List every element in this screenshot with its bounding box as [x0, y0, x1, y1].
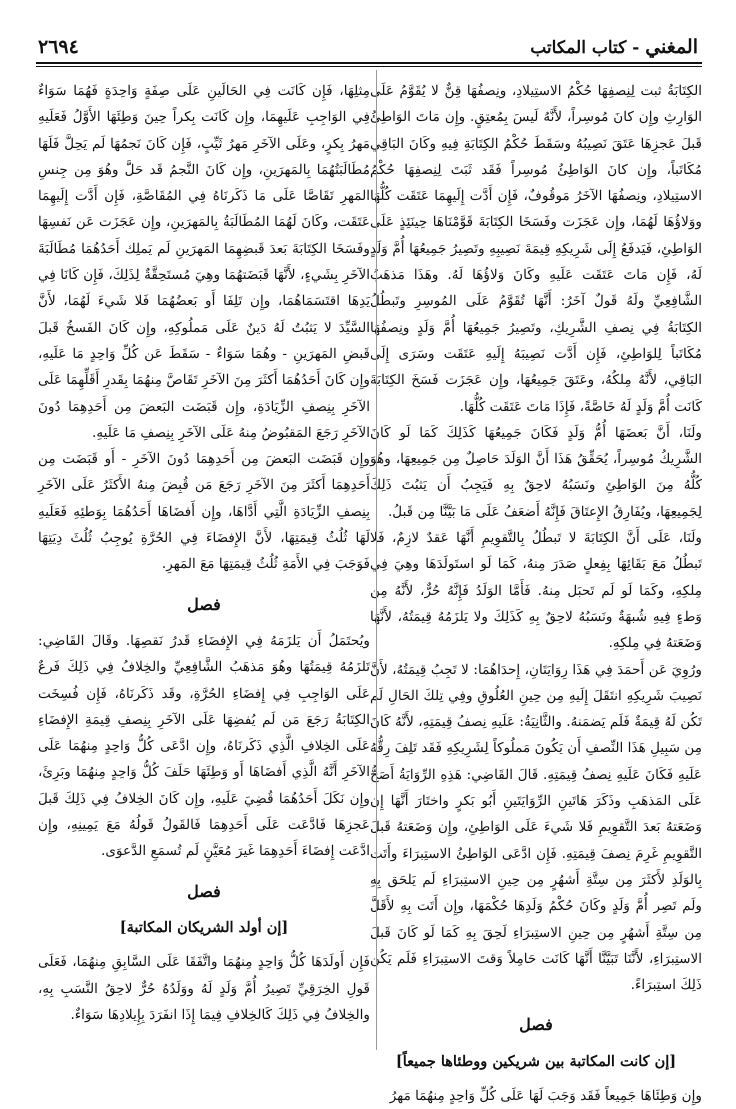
paragraph: ولَنَا، عَلَى أَنَّ الكِتَابَةَ لا تَبطُلُ بِالتَّقوِيمِ أَنَّهَا عَقدٌ لازِمٌ، فَلا تَبطُلُ مَعَ بَقَائِهَا بِفِعلٍ صَدَرَ مِنهُ، كَمَا لَو استَولَدَهَا وهِيَ فِي مِلكِهِ، وكَمَا لَو لَم تَحبَل مِنهُ. فَأَمَّا الوَلَدُ فَإِنَّهُ حُرٌّ، لأَنَّهُ مِن وَطءٍ فِيهِ شُبهَةٌ ونَسَبُهُ لاحِقٌ بِهِ كَذَلِكَ ولا يَلزَمُهُ قِيمَتُهُ، لأَنَّهَا وَضَعَتهُ فِي مِلكِهِ.	[370, 530, 702, 652]
header-rule	[36, 62, 702, 64]
section-title	[370, 1012, 702, 1038]
paragraph: ويُحتَمَلُ أَن يَلزَمَهُ فِي الإِفضَاءِ قَدرُ نَقصِهَا. وقَالَ القَاضِي: تَلزَمُهُ قِيمَتُهَا وهُوَ مَذهَبُ الشَّافِعِيِّ والخِلافُ فِي ذَلِكَ فَرعٌ عَلَى الوَاجِبِ فِي إِفضَاءِ الحُرَّةِ، وقَد ذَكَرنَاهُ، فَإِن فُسِخَت الكِتَابَةُ رَجَعَ مَن لَم يُفضِهَا عَلَى الآخَرِ بِنِصفِ قِيمَةِ الإِفضَاءِ عَلَى الخِلافِ الَّذِي ذَكَرنَاهُ، وإِن ادَّعَى كُلُّ وَاحِدٍ مِنهُمَا عَلَى الآخَرِ أَنَّهُ الَّذِي أَفضَاهَا أَو وَطِئَهَا حَلَفَ كُلُّ وَاحِدٍ مِنهُمَا وبَرِئَ، وإِن نَكَلَ أَحَدُهُمَا قُضِيَ عَلَيهِ، وإِن كَانَ الخِلافُ فِي ذَلِكَ قَبلَ عَجزِهَا فَادَّعَت عَلَى أَحَدِهِمَا فَالقَولُ قَولُهُ مَعَ يَمِينِهِ، وإِن ادَّعَت إِفضَاءَ أَحَدِهِمَا غَيرَ مُعَيَّنٍ لَم تُسمَعِ الدَّعوَى.	[38, 632, 370, 860]
paragraph: وإِن قَبَضَت البَعضَ مِن أَحَدِهِمَا دُونَ الآخَرِ - أَو قَبَضَت مِن أَحَدِهِمَا أَكثَرَ مِنَ الآخَرِ رَجَعَ مَن قُبِضَ مِنهُ الأَكثَرُ عَلَى الآخَرِ بِنِصفِ الزِّيَادَةِ الَّتِي أَدَّاهَا، وإِن أَفضَاهَا أَحَدُهُمَا بِوَطئِهِ فَعَلَيهِ لَهَا ثُلُثُ قِيمَتِهَا، لأَنَّ الإِفضَاءَ فِي الحُرَّةِ يُوجِبُ ثُلُثَ دِيَتِهَا فَوَجَبَ فِي الأَمَةِ ثُلُثُ قِيمَتِهَا مَعَ المَهرِ.	[38, 451, 370, 573]
fasl-label: فصل	[519, 1015, 553, 1035]
header-rule-thin	[36, 66, 702, 67]
chapter-title: كتاب المكاتب	[530, 38, 627, 58]
running-title	[530, 36, 698, 58]
fasl-label: فصل	[187, 881, 221, 901]
paragraph: وإِن وَطِئَاهَا جَمِيعاً فَقَد وَجَبَ لَهَا عَلَى كُلِّ وَاحِدٍ مِنهُمَا مَهرُ	[389, 1087, 702, 1104]
section-heading: [إن كانت المكاتبة بين شريكين ووطئاها جميعاً]	[395, 1052, 677, 1070]
title-separator: -	[626, 38, 646, 58]
section-heading: [إن أولد الشريكان المكاتبة]	[119, 918, 289, 936]
fasl-label: فصل	[187, 594, 221, 614]
page-header	[38, 30, 698, 64]
page-number: ٢٦٩٤	[38, 36, 79, 58]
section-title	[38, 592, 370, 618]
book-title: المغني	[645, 36, 698, 58]
paragraph: مِثلِهَا، فَإِن كَانَت فِي الحَالَينِ عَلَى صِفَةٍ وَاحِدَةٍ فَهُمَا سَوَاءٌ فِي الوَاجِبِ عَلَيهِمَا، وإِن كَانَت بِكراً حِينَ وَطِئَهَا الأَوَّلُ فَعَلَيهِ مَهرُ بِكرٍ، وعَلَى الآخَرِ مَهرُ ثَيِّبٍ، فَإِن كَانَ نَجمُهَا لَم يَحِلَّ فَلَهَا مُطَالَبَتُهُمَا بِالمَهرَينِ، وإِن كَانَ النَّجمُ قَد حَلَّ وهُوَ مِن جِنسِ المَهرِ تَقَاصَّا عَلَى مَا ذَكَرنَاهُ فِي المُقَاصَّةِ، فَإِن أَدَّت إِلَيهِمَا عَتَقَت، وكَانَ لَهُمَا المُطَالَبَةُ بِالمَهرَينِ، وإِن عَجَزَت عَن نَفسِهَا وفَسَخَا الكِتَابَةَ بَعدَ قَبضِهِمَا المَهرَينِ لَم يَملِك أَحَدُهُمَا مُطَالَبَةَ الآخَرِ بِشَيءٍ، لأَنَّهَا قَبَضَتهُمَا وهِيَ مُستَحِقَّةٌ لِذَلِكَ، فَإِن كَانَا فِي يَدِهَا اقتَسَمَاهُمَا، وإِن تَلِفَا أَو بَعضُهُمَا فَلا شَيءَ لَهُمَا، لأَنَّ السَّيِّدَ لا يَثبُتُ لَهُ دَينٌ عَلَى مَملُوكِهِ، وإِن كَانَ الفَسخُ قَبلَ قَبضِ المَهرَينِ - وهُمَا سَوَاءٌ - سَقَطَ عَن كُلِّ وَاحِدٍ مَا عَلَيهِ، وإِن كَانَ أَحَدُهُمَا أَكثَرَ مِنَ الآخَرِ تَقَاصَّ مِنهُمَا بِقَدرِ أَقَلِّهِمَا عَلَى الآخَرِ بِنِصفِ الزِّيَادَةِ، وإِن قَبَضَت البَعضَ مِن أَحَدِهِمَا دُونَ الآخَرِ رَجَعَ المَقبُوضُ مِنهُ عَلَى الآخَرِ بِنِصفِ مَا عَلَيهِ.	[38, 83, 370, 441]
right-column	[370, 78, 702, 1109]
paragraph: فَإِن أَولَدَهَا كُلُّ وَاحِدٍ مِنهُمَا واتَّفَقَا عَلَى السَّابِقِ مِنهُمَا، فَعَلَى قَولِ الخِرَقِيِّ تَصِيرُ أُمَّ وَلَدٍ لَهُ ووَلَدُهُ حُرٌّ لاحِقُ النَّسَبِ بِهِ، والخِلافُ فِي ذَلِكَ كَالخِلافِ فِيمَا إِذَا انفَرَدَ بِإِيلادِهَا سَوَاءٌ.	[38, 954, 370, 1023]
column-divider	[376, 70, 377, 1050]
paragraph: ولَنَا، أَنَّ بَعضَهَا أُمُّ وَلَدٍ فَكَانَ جَمِيعُهَا كَذَلِكَ كَمَا لَو كَانَ الشَّرِيكُ مُوسِراً، يُحَقِّقُ هَذَا أَنَّ الوَلَدَ حَاصِلٌ مِن جَمِيعِهَا، وهُوَ كُلُّهُ مِنَ الوَاطِئِ ونَسَبُهُ لاحِقٌ بِهِ فَيَجِبُ أَن يَثبُتَ ذَلِكَ لِجَمِيعِهَا، ويُفَارِقُ الإِعتَاقَ فَإِنَّهُ أَضعَفُ عَلَى مَا بَيَّنَّا مِن قَبلُ.	[370, 424, 702, 520]
paragraph: الكِتَابَةُ ثبت لِنِصفِهَا حُكْمُ الاستِيلادِ، ونِصفُهَا قِنٌّ لا يُقَوَّمُ عَلَى الوَارِثِ وإِن كانَ مُوسِراً، لأَنَّهُ لَيسَ بِمُعتِقٍ. وإِن مَاتَ الوَاطِئُ قَبلَ عَجزِهَا عَتَقَ نَصِيبُهُ وسَقَطَ حُكْمُ الكِتَابَةِ فِيهِ وكَانَ البَاقِي مُكَاتَباً، وإِن كانَ الوَاطِئُ مُوسِراً فَقَد ثَبَتَ لِنِصفِهَا حُكْمُ الاستِيلادِ، ونِصفُهَا الآخَرُ مَوقُوفٌ، فَإِن أَدَّت إِلَيهِمَا عَتَقَت كُلُّهَا ووَلاؤُهَا لَهُمَا، وإِن عَجَزَت وفَسَخَا الكِتَابَةَ قَوَّمْنَاهَا حِينَئِذٍ عَلَى الوَاطِئِ، فَيَدفَعُ إِلَى شَرِيكِهِ قِيمَةَ نَصِيبِهِ وتَصِيرُ جَمِيعُهَا أُمَّ وَلَدٍ لَهُ، فَإِن مَاتَ عَتَقَت عَلَيهِ وكَانَ وَلاؤُهَا لَهُ. وهَذَا مَذهَبُ الشَّافِعِيِّ ولَهُ قَولٌ آخَرُ: أَنَّهَا تُقَوَّمُ عَلَى المُوسِرِ وتَبطُلُ الكِتَابَةُ فِي نِصفِ الشَّرِيكِ، وتَصِيرُ جَمِيعُهَا أُمَّ وَلَدٍ ونِصفُهَا مُكَاتَباً لِلوَاطِئِ، فَإِن أَدَّت نَصِيبَهُ إِلَيهِ عَتَقَت وسَرَى إِلَى البَاقِي، لأَنَّهُ مِلكُهُ، وعَتَقَ جَمِيعُهَا، وإِن عَجَزَت فَسَخَ الكِتَابَةَ كَانَت أُمَّ وَلَدٍ لَهُ خَاصَّةً، فَإِذَا مَاتَ عَتَقَت كُلُّهَا.	[370, 83, 702, 415]
section-title	[38, 879, 370, 905]
paragraph: ورُوِيَ عَن أَحمَدَ فِي هَذَا رِوَايَتَانِ، إِحدَاهُمَا: لا تَجِبُ قِيمَتُهُ، لأَنَّ نَصِيبَ شَرِيكِهِ انتَقَلَ إِلَيهِ مِن حِينِ العُلُوقِ وفِي تِلكَ الحَالِ لَم تَكُن لَهُ قِيمَةٌ فَلَم يَضمَنهُ. والثَّانِيَةُ: عَلَيهِ نِصفُ قِيمَتِهِ، لأَنَّهُ كَانَ مِن سَبِيلِ هَذَا النِّصفِ أَن يَكُونَ مَملُوكاً لِشَرِيكِهِ فَقَد تَلِفَ رِقُّهُ عَلَيهِ فَكَانَ عَلَيهِ نِصفُ قِيمَتِهِ. قَالَ القَاضِي: هَذِهِ الرِّوَايَةُ أَصَحُّ عَلَى المَذهَبِ وذَكَرَ هَاتَينِ الرِّوَايَتَينِ أَبُو بَكرٍ واختَارَ أَنَّهَا إِن وَضَعَتهُ بَعدَ التَّقوِيمِ فَلا شَيءَ عَلَى الوَاطِئِ، وإِن وَضَعَتهُ قَبلَ التَّقوِيمِ غَرِمَ نِصفَ قِيمَتِهِ. فَإِن ادَّعَى الوَاطِئُ الاستِبرَاءَ وأَتَت بِالوَلَدِ لأَكثَرَ مِن سِتَّةِ أَشهُرٍ مِن حِينِ الاستِبرَاءِ لَم يَلحَق بِهِ ولَم تَصِر أُمَّ وَلَدٍ وكَانَ حُكْمُ وَلَدِهَا حُكْمَهَا، وإِن أَتَت بِهِ لأَقَلَّ مِن سِتَّةِ أَشهُرٍ مِن حِينِ الاستِبرَاءِ لَحِقَ بِهِ كَمَا لَو كَانَ قَبلَ الاستِبرَاءِ، لأَنَّنَا تَبَيَّنَّا أَنَّهَا كَانَت حَامِلاً وَقتَ الاستِبرَاءِ فَلَم يَكُن ذَلِكَ استِبرَاءً.	[370, 661, 702, 994]
left-column	[38, 78, 370, 1028]
